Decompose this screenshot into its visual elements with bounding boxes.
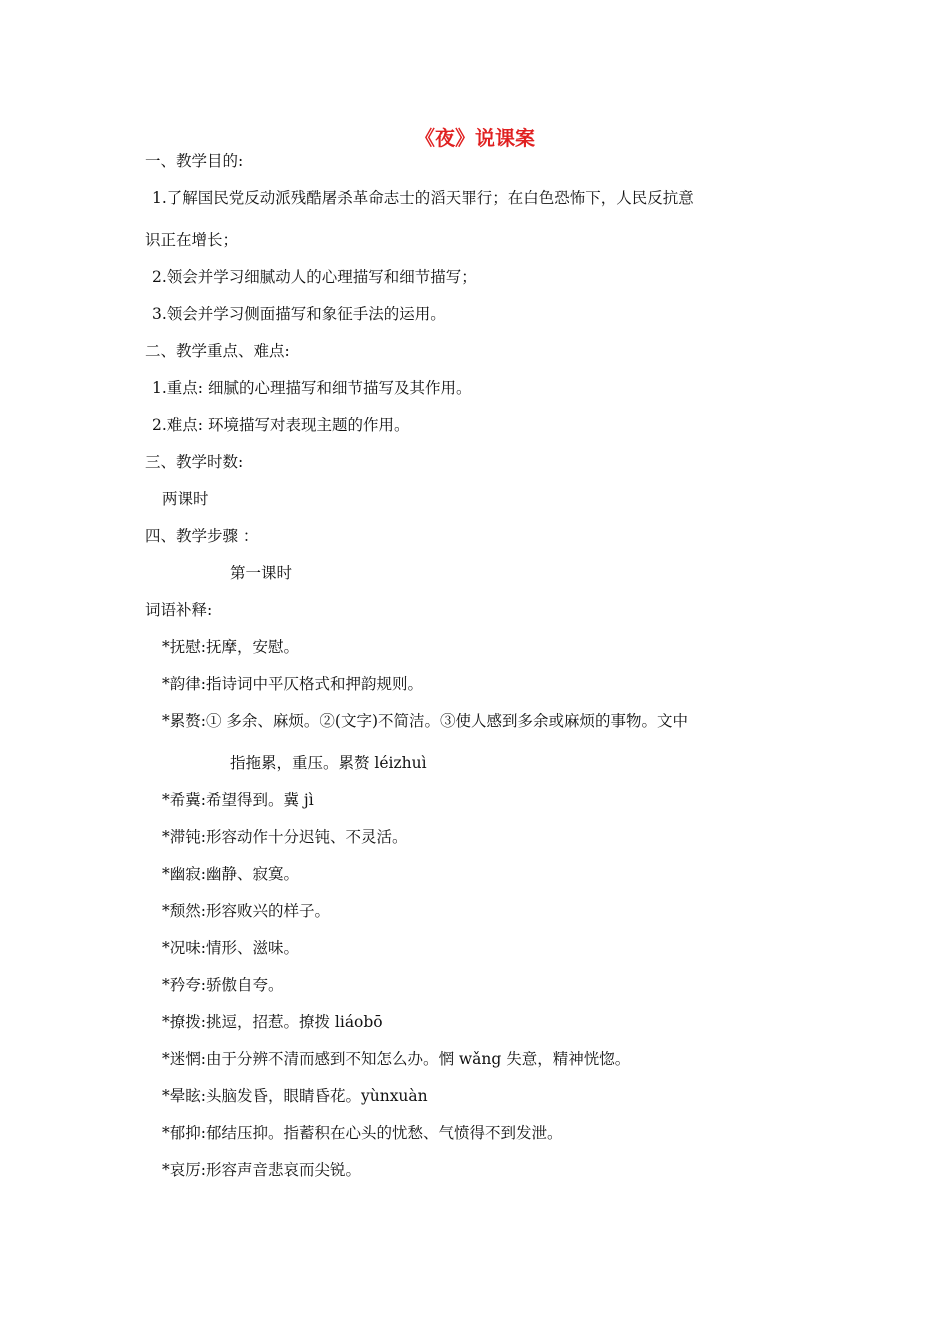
vocab-item: *滞钝:形容动作十分迟钝、不灵活。 (162, 828, 408, 846)
key-point-2: 2.难点: 环境描写对表现主题的作用。 (152, 416, 410, 434)
vocab-item-continued: 指拖累，重压。累赘 léizhuì (230, 754, 427, 772)
vocab-item: *颓然:形容败兴的样子。 (162, 902, 330, 920)
vocabulary-heading: 词语补释: (145, 601, 213, 619)
vocab-item: *况味:情形、滋味。 (162, 939, 299, 957)
vocab-item: *希冀:希望得到。冀 jì (162, 791, 314, 809)
section-heading-hours: 三、教学时数: (145, 453, 244, 471)
section-heading-steps: 四、教学步骤 ： (145, 527, 259, 545)
vocab-item: *抚慰:抚摩，安慰。 (162, 638, 299, 656)
vocab-item: *晕眩:头脑发昏，眼睛昏花。yùnxuàn (162, 1087, 428, 1105)
vocab-item: *撩拨:挑逗，招惹。撩拨 liáobō (162, 1013, 383, 1031)
vocab-item: *韵律:指诗词中平仄格式和押韵规则。 (162, 675, 423, 693)
section-heading-key-points: 二、教学重点、难点: (145, 342, 290, 360)
section-heading-objectives: 一、教学目的: (145, 152, 244, 170)
objective-1: 1.了解国民党反动派残酷屠杀革命志士的滔天罪行；在白色恐怖下，人民反抗意 (152, 189, 694, 207)
objective-2: 2.领会并学习细腻动人的心理描写和细节描写； (152, 268, 477, 286)
vocab-item: *迷惘:由于分辨不清而感到不知怎么办。惘 wǎng 失意，精神恍惚。 (162, 1050, 631, 1068)
vocab-item: *累赘:① 多余、麻烦。②(文字)不简洁。③使人感到多余或麻烦的事物。文中 (162, 712, 688, 730)
hours-value: 两课时 (162, 490, 209, 508)
objective-1-continued: 识正在增长； (145, 231, 239, 249)
lesson-one-heading: 第一课时 (230, 564, 293, 582)
key-point-1: 1.重点: 细腻的心理描写和细节描写及其作用。 (152, 379, 472, 397)
vocab-item: *哀厉:形容声音悲哀而尖锐。 (162, 1161, 361, 1179)
document-title: 《夜》说课案 (415, 126, 535, 150)
objective-3: 3.领会并学习侧面描写和象征手法的运用。 (152, 305, 446, 323)
vocab-item: *郁抑:郁结压抑。指蓄积在心头的忧愁、气愤得不到发泄。 (162, 1124, 563, 1142)
vocab-item: *矜夸:骄傲自夸。 (162, 976, 284, 994)
vocab-item: *幽寂:幽静、寂寞。 (162, 865, 299, 883)
